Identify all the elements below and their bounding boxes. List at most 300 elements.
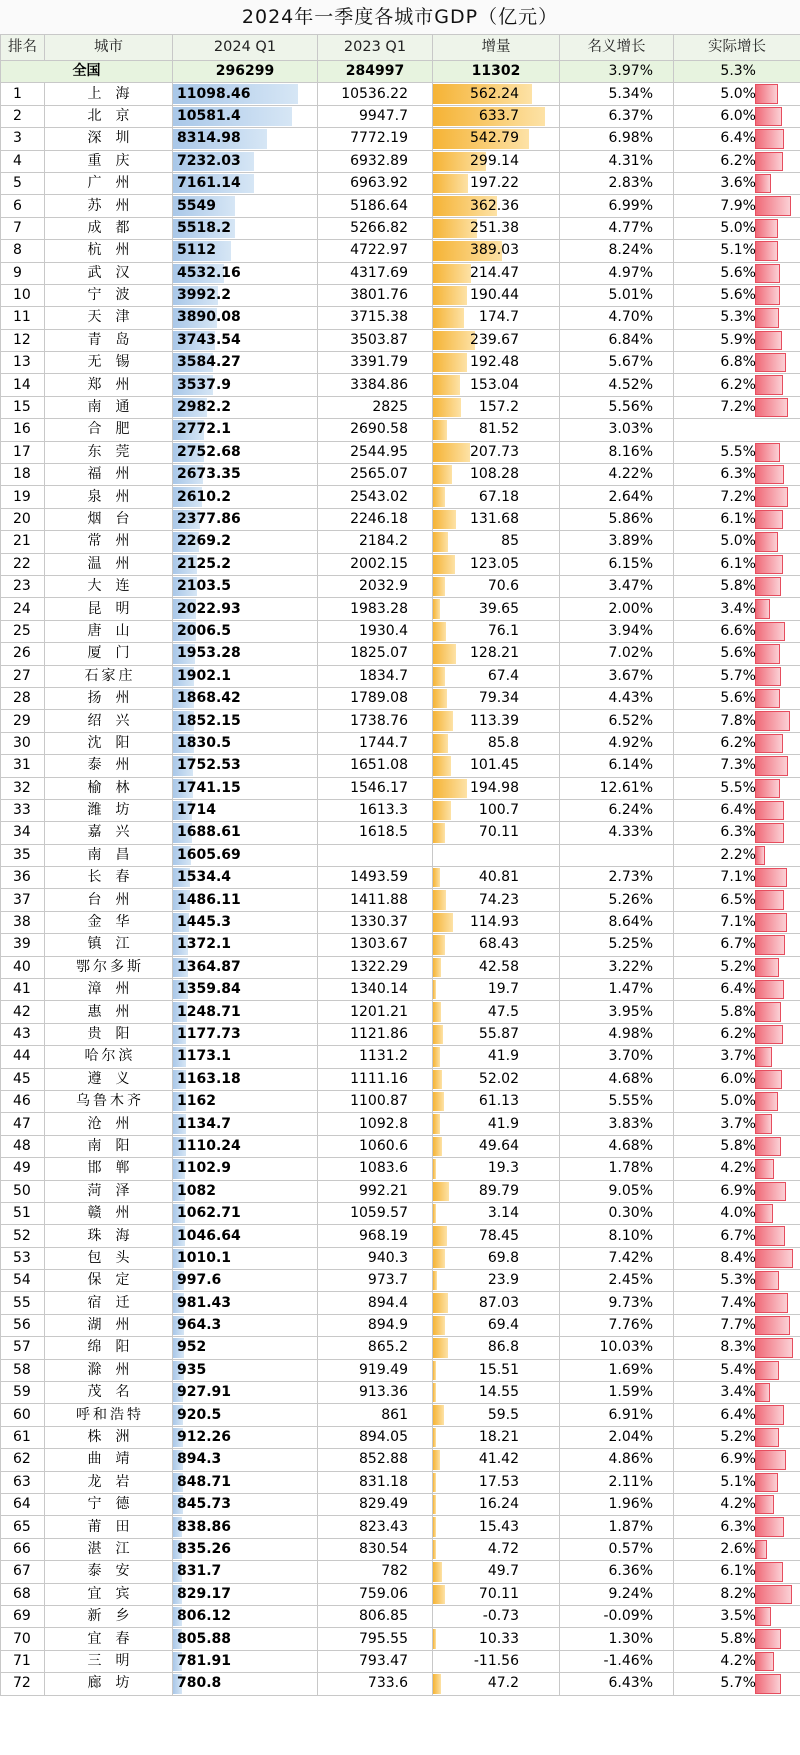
nominal-cell[interactable] [560, 1538, 674, 1560]
real-cell[interactable] [674, 710, 800, 732]
gdp2023-cell[interactable] [318, 1270, 433, 1292]
rank-cell[interactable] [1, 620, 45, 642]
increase-cell[interactable] [433, 979, 560, 1001]
city-cell[interactable] [45, 329, 173, 351]
rank-cell[interactable] [1, 1046, 45, 1068]
increase-cell[interactable] [433, 441, 560, 463]
rank-cell[interactable] [1, 1090, 45, 1112]
gdp2023-cell[interactable] [318, 755, 433, 777]
real-cell[interactable] [674, 172, 800, 194]
header-city[interactable]: 城市 [45, 35, 173, 61]
gdp2024-cell[interactable] [173, 441, 318, 463]
increase-cell[interactable] [433, 1404, 560, 1426]
gdp2023-cell[interactable] [318, 1650, 433, 1672]
rank-cell[interactable] [1, 1382, 45, 1404]
increase-cell[interactable] [433, 1628, 560, 1650]
nominal-cell[interactable] [560, 1561, 674, 1583]
city-cell[interactable] [45, 128, 173, 150]
real-cell[interactable] [674, 1673, 800, 1695]
increase-cell[interactable] [433, 1471, 560, 1493]
gdp2023-cell[interactable] [318, 1471, 433, 1493]
city-cell[interactable] [45, 419, 173, 441]
gdp2024-cell[interactable] [173, 620, 318, 642]
gdp2023-cell[interactable] [318, 575, 433, 597]
gdp2024-cell[interactable] [173, 799, 318, 821]
gdp2024-cell[interactable] [173, 822, 318, 844]
rank-cell[interactable] [1, 598, 45, 620]
nominal-cell[interactable] [560, 911, 674, 933]
city-cell[interactable] [45, 934, 173, 956]
nominal-cell[interactable] [560, 1494, 674, 1516]
rank-cell[interactable] [1, 486, 45, 508]
gdp2024-cell[interactable] [173, 755, 318, 777]
nominal-cell[interactable] [560, 1023, 674, 1045]
real-cell[interactable] [674, 1225, 800, 1247]
nominal-cell[interactable] [560, 217, 674, 239]
real-cell[interactable] [674, 284, 800, 306]
increase-cell[interactable] [433, 620, 560, 642]
gdp2023-cell[interactable] [318, 1113, 433, 1135]
city-cell[interactable] [45, 1494, 173, 1516]
nominal-cell[interactable] [560, 889, 674, 911]
real-cell[interactable] [674, 1247, 800, 1269]
increase-cell[interactable] [433, 217, 560, 239]
rank-cell[interactable] [1, 911, 45, 933]
nominal-cell[interactable] [560, 307, 674, 329]
national-name[interactable]: 全国 [1, 61, 173, 83]
gdp2023-cell[interactable] [318, 195, 433, 217]
gdp2023-cell[interactable] [318, 1382, 433, 1404]
rank-cell[interactable] [1, 1180, 45, 1202]
nominal-cell[interactable] [560, 195, 674, 217]
gdp2024-cell[interactable] [173, 1583, 318, 1605]
gdp2023-cell[interactable] [318, 1135, 433, 1157]
gdp2024-cell[interactable] [173, 486, 318, 508]
increase-cell[interactable] [433, 262, 560, 284]
real-cell[interactable] [674, 1292, 800, 1314]
city-cell[interactable] [45, 643, 173, 665]
nominal-cell[interactable] [560, 1270, 674, 1292]
increase-cell[interactable] [433, 911, 560, 933]
city-cell[interactable] [45, 1314, 173, 1336]
nominal-cell[interactable] [560, 128, 674, 150]
rank-cell[interactable] [1, 643, 45, 665]
gdp2023-cell[interactable] [318, 352, 433, 374]
gdp2023-cell[interactable] [318, 710, 433, 732]
gdp2023-cell[interactable] [318, 956, 433, 978]
real-cell[interactable] [674, 1449, 800, 1471]
rank-cell[interactable] [1, 1426, 45, 1448]
nominal-cell[interactable] [560, 1583, 674, 1605]
nominal-cell[interactable] [560, 1202, 674, 1224]
nominal-cell[interactable] [560, 799, 674, 821]
real-cell[interactable] [674, 396, 800, 418]
city-cell[interactable] [45, 1046, 173, 1068]
increase-cell[interactable] [433, 1673, 560, 1695]
increase-cell[interactable] [433, 732, 560, 754]
city-cell[interactable] [45, 1247, 173, 1269]
increase-cell[interactable] [433, 1001, 560, 1023]
increase-cell[interactable] [433, 1090, 560, 1112]
nominal-cell[interactable] [560, 352, 674, 374]
increase-cell[interactable] [433, 710, 560, 732]
rank-cell[interactable] [1, 441, 45, 463]
increase-cell[interactable] [433, 83, 560, 105]
nominal-cell[interactable] [560, 777, 674, 799]
increase-cell[interactable] [433, 531, 560, 553]
real-cell[interactable] [674, 867, 800, 889]
nominal-cell[interactable] [560, 755, 674, 777]
gdp2023-cell[interactable] [318, 531, 433, 553]
nominal-cell[interactable] [560, 1426, 674, 1448]
gdp2023-cell[interactable] [318, 1046, 433, 1068]
nominal-cell[interactable] [560, 687, 674, 709]
gdp2024-cell[interactable] [173, 844, 318, 866]
real-cell[interactable] [674, 553, 800, 575]
gdp2024-cell[interactable] [173, 374, 318, 396]
city-cell[interactable] [45, 710, 173, 732]
nominal-cell[interactable] [560, 240, 674, 262]
gdp2023-cell[interactable] [318, 777, 433, 799]
nominal-cell[interactable] [560, 1314, 674, 1336]
city-cell[interactable] [45, 352, 173, 374]
increase-cell[interactable] [433, 508, 560, 530]
city-cell[interactable] [45, 844, 173, 866]
real-cell[interactable] [674, 374, 800, 396]
gdp2023-cell[interactable] [318, 844, 433, 866]
real-cell[interactable] [674, 1180, 800, 1202]
increase-cell[interactable] [433, 755, 560, 777]
increase-cell[interactable] [433, 934, 560, 956]
rank-cell[interactable] [1, 1628, 45, 1650]
gdp2024-cell[interactable] [173, 352, 318, 374]
city-cell[interactable] [45, 822, 173, 844]
gdp2024-cell[interactable] [173, 128, 318, 150]
gdp2024-cell[interactable] [173, 1605, 318, 1627]
real-cell[interactable] [674, 1471, 800, 1493]
nominal-cell[interactable] [560, 486, 674, 508]
gdp2023-cell[interactable] [318, 396, 433, 418]
gdp2024-cell[interactable] [173, 1068, 318, 1090]
increase-cell[interactable] [433, 128, 560, 150]
gdp2023-cell[interactable] [318, 665, 433, 687]
gdp2024-cell[interactable] [173, 419, 318, 441]
increase-cell[interactable] [433, 598, 560, 620]
city-cell[interactable] [45, 441, 173, 463]
increase-cell[interactable] [433, 575, 560, 597]
real-cell[interactable] [674, 1650, 800, 1672]
gdp2024-cell[interactable] [173, 1359, 318, 1381]
increase-cell[interactable] [433, 553, 560, 575]
increase-cell[interactable] [433, 1494, 560, 1516]
nominal-cell[interactable] [560, 1135, 674, 1157]
real-cell[interactable] [674, 352, 800, 374]
gdp2024-cell[interactable] [173, 979, 318, 1001]
gdp2023-cell[interactable] [318, 1449, 433, 1471]
gdp2024-cell[interactable] [173, 911, 318, 933]
increase-cell[interactable] [433, 1382, 560, 1404]
rank-cell[interactable] [1, 1516, 45, 1538]
real-cell[interactable] [674, 128, 800, 150]
increase-cell[interactable] [433, 396, 560, 418]
real-cell[interactable] [674, 1202, 800, 1224]
increase-cell[interactable] [433, 240, 560, 262]
national-nominal[interactable]: 3.97% [560, 61, 674, 83]
rank-cell[interactable] [1, 822, 45, 844]
increase-cell[interactable] [433, 799, 560, 821]
real-cell[interactable] [674, 486, 800, 508]
city-cell[interactable] [45, 1023, 173, 1045]
real-cell[interactable] [674, 1382, 800, 1404]
increase-cell[interactable] [433, 822, 560, 844]
increase-cell[interactable] [433, 1225, 560, 1247]
real-cell[interactable] [674, 195, 800, 217]
city-cell[interactable] [45, 755, 173, 777]
real-cell[interactable] [674, 979, 800, 1001]
rank-cell[interactable] [1, 1337, 45, 1359]
gdp2023-cell[interactable] [318, 284, 433, 306]
gdp2023-cell[interactable] [318, 83, 433, 105]
rank-cell[interactable] [1, 1561, 45, 1583]
gdp2024-cell[interactable] [173, 150, 318, 172]
gdp2024-cell[interactable] [173, 531, 318, 553]
city-cell[interactable] [45, 979, 173, 1001]
real-cell[interactable] [674, 441, 800, 463]
nominal-cell[interactable] [560, 172, 674, 194]
rank-cell[interactable] [1, 352, 45, 374]
increase-cell[interactable] [433, 1561, 560, 1583]
rank-cell[interactable] [1, 83, 45, 105]
real-cell[interactable] [674, 1426, 800, 1448]
rank-cell[interactable] [1, 755, 45, 777]
nominal-cell[interactable] [560, 575, 674, 597]
gdp2023-cell[interactable] [318, 889, 433, 911]
increase-cell[interactable] [433, 1583, 560, 1605]
rank-cell[interactable] [1, 1471, 45, 1493]
nominal-cell[interactable] [560, 329, 674, 351]
increase-cell[interactable] [433, 1359, 560, 1381]
city-cell[interactable] [45, 889, 173, 911]
city-cell[interactable] [45, 240, 173, 262]
rank-cell[interactable] [1, 419, 45, 441]
city-cell[interactable] [45, 799, 173, 821]
real-cell[interactable] [674, 1628, 800, 1650]
nominal-cell[interactable] [560, 598, 674, 620]
city-cell[interactable] [45, 1471, 173, 1493]
rank-cell[interactable] [1, 1225, 45, 1247]
gdp2024-cell[interactable] [173, 307, 318, 329]
nominal-cell[interactable] [560, 844, 674, 866]
gdp2024-cell[interactable] [173, 867, 318, 889]
gdp2023-cell[interactable] [318, 441, 433, 463]
gdp2023-cell[interactable] [318, 128, 433, 150]
gdp2024-cell[interactable] [173, 1471, 318, 1493]
nominal-cell[interactable] [560, 867, 674, 889]
nominal-cell[interactable] [560, 1471, 674, 1493]
rank-cell[interactable] [1, 799, 45, 821]
gdp2024-cell[interactable] [173, 284, 318, 306]
gdp2023-cell[interactable] [318, 172, 433, 194]
nominal-cell[interactable] [560, 419, 674, 441]
rank-cell[interactable] [1, 195, 45, 217]
real-cell[interactable] [674, 777, 800, 799]
increase-cell[interactable] [433, 1023, 560, 1045]
city-cell[interactable] [45, 732, 173, 754]
city-cell[interactable] [45, 1673, 173, 1695]
nominal-cell[interactable] [560, 1292, 674, 1314]
real-cell[interactable] [674, 508, 800, 530]
gdp2024-cell[interactable] [173, 1628, 318, 1650]
real-cell[interactable] [674, 262, 800, 284]
city-cell[interactable] [45, 1113, 173, 1135]
increase-cell[interactable] [433, 1650, 560, 1672]
city-cell[interactable] [45, 1180, 173, 1202]
nominal-cell[interactable] [560, 83, 674, 105]
city-cell[interactable] [45, 1001, 173, 1023]
increase-cell[interactable] [433, 643, 560, 665]
rank-cell[interactable] [1, 732, 45, 754]
gdp2023-cell[interactable] [318, 105, 433, 127]
gdp2024-cell[interactable] [173, 262, 318, 284]
header-gdp2023[interactable]: 2023 Q1 [318, 35, 433, 61]
city-cell[interactable] [45, 284, 173, 306]
real-cell[interactable] [674, 419, 800, 441]
gdp2024-cell[interactable] [173, 1494, 318, 1516]
city-cell[interactable] [45, 217, 173, 239]
nominal-cell[interactable] [560, 956, 674, 978]
gdp2023-cell[interactable] [318, 620, 433, 642]
real-cell[interactable] [674, 665, 800, 687]
rank-cell[interactable] [1, 1135, 45, 1157]
rank-cell[interactable] [1, 889, 45, 911]
rank-cell[interactable] [1, 934, 45, 956]
increase-cell[interactable] [433, 687, 560, 709]
gdp2023-cell[interactable] [318, 1292, 433, 1314]
increase-cell[interactable] [433, 777, 560, 799]
gdp2023-cell[interactable] [318, 979, 433, 1001]
gdp2023-cell[interactable] [318, 1023, 433, 1045]
rank-cell[interactable] [1, 575, 45, 597]
nominal-cell[interactable] [560, 1001, 674, 1023]
gdp2023-cell[interactable] [318, 911, 433, 933]
real-cell[interactable] [674, 1135, 800, 1157]
nominal-cell[interactable] [560, 508, 674, 530]
increase-cell[interactable] [433, 1202, 560, 1224]
real-cell[interactable] [674, 687, 800, 709]
real-cell[interactable] [674, 1561, 800, 1583]
gdp2024-cell[interactable] [173, 1314, 318, 1336]
gdp2023-cell[interactable] [318, 687, 433, 709]
increase-cell[interactable] [433, 1449, 560, 1471]
gdp2024-cell[interactable] [173, 1270, 318, 1292]
increase-cell[interactable] [433, 889, 560, 911]
city-cell[interactable] [45, 262, 173, 284]
nominal-cell[interactable] [560, 1628, 674, 1650]
gdp2023-cell[interactable] [318, 1158, 433, 1180]
city-cell[interactable] [45, 150, 173, 172]
real-cell[interactable] [674, 217, 800, 239]
gdp2024-cell[interactable] [173, 1449, 318, 1471]
gdp2024-cell[interactable] [173, 1090, 318, 1112]
increase-cell[interactable] [433, 665, 560, 687]
header-real[interactable]: 实际增长 [674, 35, 800, 61]
city-cell[interactable] [45, 83, 173, 105]
nominal-cell[interactable] [560, 396, 674, 418]
rank-cell[interactable] [1, 710, 45, 732]
gdp2023-cell[interactable] [318, 799, 433, 821]
gdp2023-cell[interactable] [318, 1404, 433, 1426]
city-cell[interactable] [45, 1426, 173, 1448]
real-cell[interactable] [674, 1023, 800, 1045]
gdp2023-cell[interactable] [318, 867, 433, 889]
rank-cell[interactable] [1, 396, 45, 418]
real-cell[interactable] [674, 755, 800, 777]
rank-cell[interactable] [1, 1270, 45, 1292]
gdp2024-cell[interactable] [173, 1337, 318, 1359]
gdp2023-cell[interactable] [318, 1583, 433, 1605]
rank-cell[interactable] [1, 1068, 45, 1090]
gdp2023-cell[interactable] [318, 1494, 433, 1516]
city-cell[interactable] [45, 1068, 173, 1090]
nominal-cell[interactable] [560, 464, 674, 486]
real-cell[interactable] [674, 620, 800, 642]
national-gdp2023[interactable]: 284997 [318, 61, 433, 83]
nominal-cell[interactable] [560, 934, 674, 956]
gdp2024-cell[interactable] [173, 1158, 318, 1180]
real-cell[interactable] [674, 1605, 800, 1627]
real-cell[interactable] [674, 1314, 800, 1336]
nominal-cell[interactable] [560, 1404, 674, 1426]
city-cell[interactable] [45, 531, 173, 553]
rank-cell[interactable] [1, 307, 45, 329]
city-cell[interactable] [45, 1202, 173, 1224]
real-cell[interactable] [674, 1404, 800, 1426]
gdp2024-cell[interactable] [173, 889, 318, 911]
increase-cell[interactable] [433, 1247, 560, 1269]
nominal-cell[interactable] [560, 1068, 674, 1090]
city-cell[interactable] [45, 396, 173, 418]
rank-cell[interactable] [1, 329, 45, 351]
rank-cell[interactable] [1, 1404, 45, 1426]
real-cell[interactable] [674, 329, 800, 351]
increase-cell[interactable] [433, 1314, 560, 1336]
gdp2024-cell[interactable] [173, 665, 318, 687]
nominal-cell[interactable] [560, 553, 674, 575]
increase-cell[interactable] [433, 844, 560, 866]
header-nominal[interactable]: 名义增长 [560, 35, 674, 61]
rank-cell[interactable] [1, 105, 45, 127]
gdp2023-cell[interactable] [318, 934, 433, 956]
city-cell[interactable] [45, 486, 173, 508]
gdp2024-cell[interactable] [173, 329, 318, 351]
rank-cell[interactable] [1, 284, 45, 306]
city-cell[interactable] [45, 1583, 173, 1605]
rank-cell[interactable] [1, 1023, 45, 1045]
gdp2024-cell[interactable] [173, 1225, 318, 1247]
increase-cell[interactable] [433, 1068, 560, 1090]
nominal-cell[interactable] [560, 732, 674, 754]
gdp2024-cell[interactable] [173, 1516, 318, 1538]
increase-cell[interactable] [433, 464, 560, 486]
increase-cell[interactable] [433, 1158, 560, 1180]
rank-cell[interactable] [1, 217, 45, 239]
gdp2024-cell[interactable] [173, 710, 318, 732]
city-cell[interactable] [45, 1538, 173, 1560]
gdp2023-cell[interactable] [318, 553, 433, 575]
real-cell[interactable] [674, 1538, 800, 1560]
increase-cell[interactable] [433, 486, 560, 508]
gdp2024-cell[interactable] [173, 172, 318, 194]
